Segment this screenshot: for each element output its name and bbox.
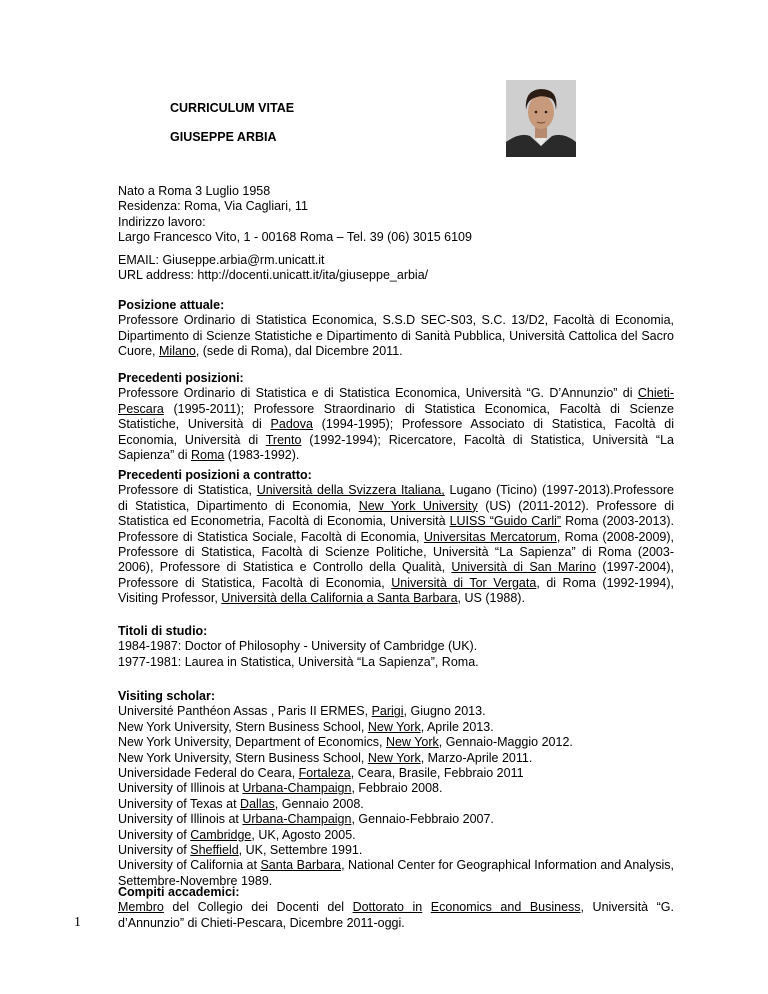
- link-economics-business[interactable]: Economics and Business: [430, 900, 581, 915]
- visiting-link[interactable]: Parigi: [371, 704, 404, 719]
- visiting-link[interactable]: Cambridge: [190, 827, 252, 842]
- current-text-b: , (sede di Roma), dal Dicembre 2011.: [195, 344, 403, 359]
- degree-item: 1984-1987: Doctor of Philosophy - University of Cambridge (UK).: [118, 639, 478, 654]
- current-position-heading: Posizione attuale:: [118, 298, 225, 312]
- link-nyu[interactable]: New York University: [358, 498, 478, 513]
- current-text-a: Professore Ordinario di Statistica Economica, S.S.D SEC-S03, S.C. 13/D2, Facoltà di Economia, Dipartimento di Scienze Statistiche e Dipartimento di Sanità Pubblica, Università Cattolica del Sacro Cuore,: [118, 313, 674, 359]
- work-address: Largo Francesco Vito, 1 - 00168 Roma – Tel. 39 (06) 3015 6109: [118, 230, 472, 245]
- link-universitas-mercatorum[interactable]: Universitas Mercatorum: [423, 529, 557, 544]
- person-name: GIUSEPPE ARBIA: [170, 130, 277, 144]
- contract-t8: , US (1988).: [457, 591, 525, 606]
- url-line: URL address: http://docenti.unicatt.it/ita/giuseppe_arbia/: [118, 268, 429, 283]
- link-trento[interactable]: Trento: [265, 432, 302, 447]
- email-line: EMAIL: Giuseppe.arbia@rm.unicatt.it: [118, 253, 325, 267]
- prev-t3: (1994-1995); Professore Associato di Statistica, Facoltà di Economia, Università di: [118, 417, 674, 447]
- personal-info: [118, 184, 674, 246]
- visiting-item: University of Illinois at Urbana-Champaign, Febbraio 2008.: [118, 781, 443, 796]
- degrees-section: [118, 624, 674, 670]
- visiting-item: University of Sheffield, UK, Settembre 1991.: [118, 843, 363, 858]
- contract-t4: Roma (2003-2013). Professore di Statistica Sociale, Facoltà di Economia,: [118, 514, 674, 544]
- visiting-link[interactable]: New York: [367, 750, 421, 765]
- visiting-heading: Visiting scholar:: [118, 689, 216, 703]
- visiting-link[interactable]: Fortaleza: [298, 766, 351, 781]
- contact-info: [118, 253, 674, 284]
- contract-t2: Lugano (Ticino) (1997-2013).Professore di Statistica, Dipartimento di Economia,: [118, 483, 674, 513]
- visiting-link[interactable]: Santa Barbara: [260, 858, 342, 873]
- link-chieti-pescara[interactable]: Chieti-Pescara: [118, 386, 674, 416]
- contract-t7: , di Roma (1992-1994), Visiting Professor,: [118, 575, 674, 606]
- visiting-item: University of Cambridge, UK, Agosto 2005.: [118, 827, 356, 842]
- work-label: Indirizzo lavoro:: [118, 214, 206, 229]
- visiting-item: Universidade Federal do Ceara, Fortaleza, Ceara, Brasile, Febbraio 2011: [118, 766, 524, 781]
- document-title: CURRICULUM VITAE: [170, 101, 295, 115]
- visiting-link[interactable]: Sheffield: [190, 843, 239, 858]
- degree-item: 1977-1981: Laurea in Statistica, Università “La Sapienza”, Roma.: [118, 654, 479, 669]
- current-position-text: [118, 313, 674, 359]
- contract-t3: (US) (2011-2012). Professore di Statistica ed Econometria, Facoltà di Economia, Università: [118, 498, 674, 529]
- link-dottorato[interactable]: Dottorato in: [352, 900, 423, 915]
- visiting-link[interactable]: Urbana-Champaign: [242, 781, 352, 796]
- visiting-item: New York University, Department of Economics, New York, Gennaio-Maggio 2012.: [118, 735, 573, 750]
- current-position-section: [118, 298, 674, 360]
- visiting-item: Université Panthéon Assas , Paris II ERMES, Parigi, Giugno 2013.: [118, 704, 486, 719]
- link-padova[interactable]: Padova: [270, 417, 313, 432]
- visiting-item: University of California at Santa Barbara, National Center for Geographical Information and Analysis, Settembre-Novembre 1989.: [118, 858, 674, 888]
- residence-line: Residenza: Roma, Via Cagliari, 11: [118, 199, 308, 214]
- contract-positions-section: [118, 468, 674, 607]
- link-san-marino[interactable]: Università di San Marino: [451, 560, 597, 575]
- previous-positions-text: [118, 386, 674, 463]
- link-ucsb[interactable]: Università della California a Santa Barbara: [221, 591, 458, 606]
- previous-positions-heading: Precedenti posizioni:: [118, 371, 244, 385]
- prev-t1: Professore Ordinario di Statistica e di Statistica Economica, Università “G. D’Annunzio” di: [118, 386, 638, 401]
- visiting-item: New York University, Stern Business School, New York, Marzo-Aprile 2011.: [118, 750, 533, 765]
- contract-t6: (1997-2004), Professore di Statistica, Facoltà di Economia,: [118, 560, 674, 590]
- contract-positions-heading: Precedenti posizioni a contratto:: [118, 468, 312, 482]
- link-luiss[interactable]: LUISS “Guido Carli”: [449, 514, 562, 529]
- visiting-link[interactable]: Dallas: [240, 796, 275, 811]
- link-usi[interactable]: Università della Svizzera Italiana,: [256, 483, 445, 498]
- link-milano[interactable]: Milano: [159, 344, 196, 359]
- portrait-photo: [506, 80, 576, 157]
- visiting-section: [118, 689, 674, 889]
- visiting-item: University of Texas at Dallas, Gennaio 2008.: [118, 796, 364, 811]
- birth-line: Nato a Roma 3 Luglio 1958: [118, 184, 271, 198]
- page-number: 1: [74, 915, 81, 930]
- academic-duties-section: [118, 885, 674, 931]
- prev-t5: (1983-1992).: [224, 448, 300, 463]
- prev-t2: (1995-2011); Professore Straordinario di Statistica Economica, Facoltà di Scienze Statistiche, Università di: [118, 401, 674, 432]
- academic-duties-heading: Compiti accademici:: [118, 885, 240, 899]
- contract-t5: , Roma (2008-2009), Professore di Statistica, Facoltà di Scienze Politiche, Università “La Sapienza” di Roma (2003-2006), Professore di Statistica e Controllo della Qualità,: [118, 529, 674, 575]
- visiting-link[interactable]: New York: [367, 719, 421, 734]
- academic-duties-text: Membro del Collegio dei Docenti del Dottorato in Economics and Business, Università “G. d’Annunzio” di Chieti-Pescara, Dicembre 2011-oggi.: [118, 900, 674, 930]
- visiting-item: New York University, Stern Business School, New York, Aprile 2013.: [118, 719, 494, 734]
- previous-positions-section: [118, 371, 674, 463]
- link-membro[interactable]: Membro: [118, 900, 164, 915]
- visiting-item: University of Illinois at Urbana-Champaign, Gennaio-Febbraio 2007.: [118, 812, 494, 827]
- link-tor-vergata[interactable]: Università di Tor Vergata: [391, 575, 537, 590]
- visiting-link[interactable]: New York: [385, 735, 439, 750]
- degrees-heading: Titoli di studio:: [118, 624, 208, 638]
- prev-t4: (1992-1994); Ricercatore, Facoltà di Statistica, Università “La Sapienza” di: [118, 432, 674, 463]
- contract-t1: Professore di Statistica,: [118, 483, 257, 498]
- contract-positions-text: [118, 483, 674, 606]
- link-roma[interactable]: Roma: [190, 448, 225, 463]
- visiting-link[interactable]: Urbana-Champaign: [242, 812, 352, 827]
